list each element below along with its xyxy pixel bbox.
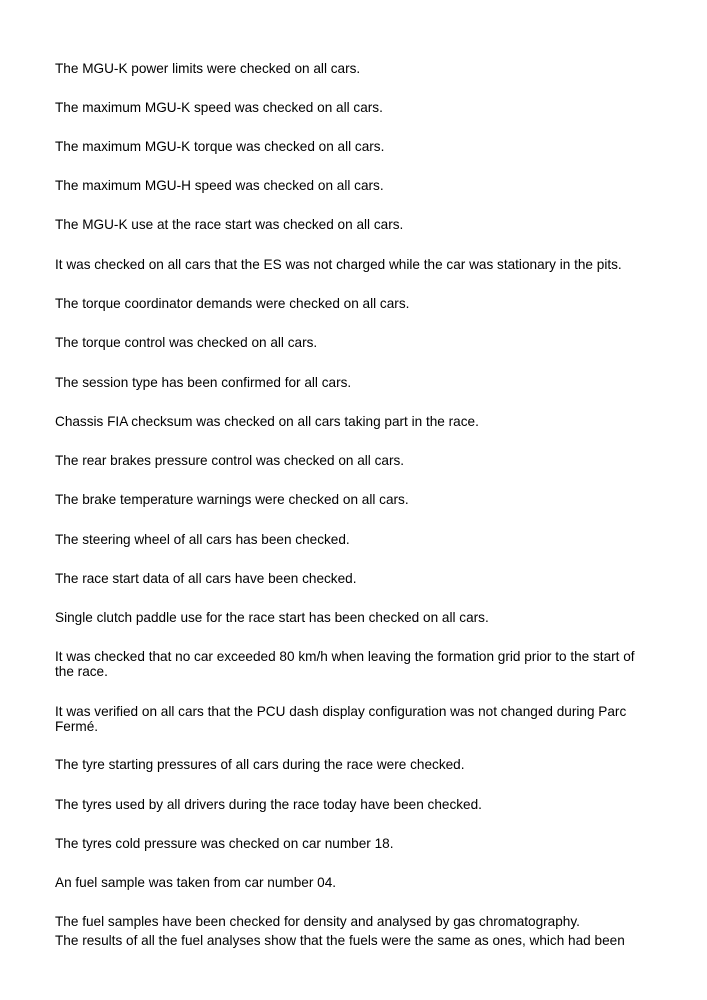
- paragraph-session-type: The session type has been confirmed for all cars.: [55, 375, 352, 390]
- paragraph-mguk-power-limits: The MGU-K power limits were checked on all cars.: [55, 61, 361, 76]
- paragraph-rear-brakes: The rear brakes pressure control was checked on all cars.: [55, 453, 405, 468]
- paragraph-pcu-dash-display: It was verified on all cars that the PCU dash display configuration was not changed during Parc Fermé.: [55, 704, 627, 734]
- paragraph-fuel-density: The fuel samples have been checked for density and analysed by gas chromatography.: [55, 914, 580, 929]
- paragraph-mguh-max-speed: The maximum MGU-H speed was checked on all cars.: [55, 178, 384, 193]
- paragraph-torque-coordinator: The torque coordinator demands were checked on all cars.: [55, 296, 410, 311]
- paragraph-mguk-max-speed: The maximum MGU-K speed was checked on all cars.: [55, 100, 383, 115]
- paragraph-steering-wheel: The steering wheel of all cars has been checked.: [55, 532, 350, 547]
- paragraph-brake-temperature: The brake temperature warnings were checked on all cars.: [55, 492, 409, 507]
- paragraph-tyres-used: The tyres used by all drivers during the race today have been checked.: [55, 797, 482, 812]
- paragraph-tyre-starting-pressures: The tyre starting pressures of all cars during the race were checked.: [55, 757, 465, 772]
- paragraph-tyres-cold-pressure: The tyres cold pressure was checked on car number 18.: [55, 836, 394, 851]
- paragraph-es-charging: It was checked on all cars that the ES was not charged while the car was stationary in the pits.: [55, 257, 622, 272]
- paragraph-race-start-data: The race start data of all cars have been checked.: [55, 571, 357, 586]
- paragraph-fuel-sample: An fuel sample was taken from car number 04.: [55, 875, 337, 890]
- paragraph-mguk-race-start: The MGU-K use at the race start was checked on all cars.: [55, 217, 404, 232]
- paragraph-mguk-max-torque: The maximum MGU-K torque was checked on all cars.: [55, 139, 385, 154]
- paragraph-fuel-analyses-results: The results of all the fuel analyses show that the fuels were the same as ones, which had been: [55, 933, 625, 948]
- paragraph-torque-control: The torque control was checked on all cars.: [55, 335, 318, 350]
- paragraph-chassis-checksum: Chassis FIA checksum was checked on all cars taking part in the race.: [55, 414, 479, 429]
- paragraph-formation-grid-speed: It was checked that no car exceeded 80 km/h when leaving the formation grid prior to the start of the race.: [55, 649, 635, 679]
- paragraph-clutch-paddle: Single clutch paddle use for the race start has been checked on all cars.: [55, 610, 489, 625]
